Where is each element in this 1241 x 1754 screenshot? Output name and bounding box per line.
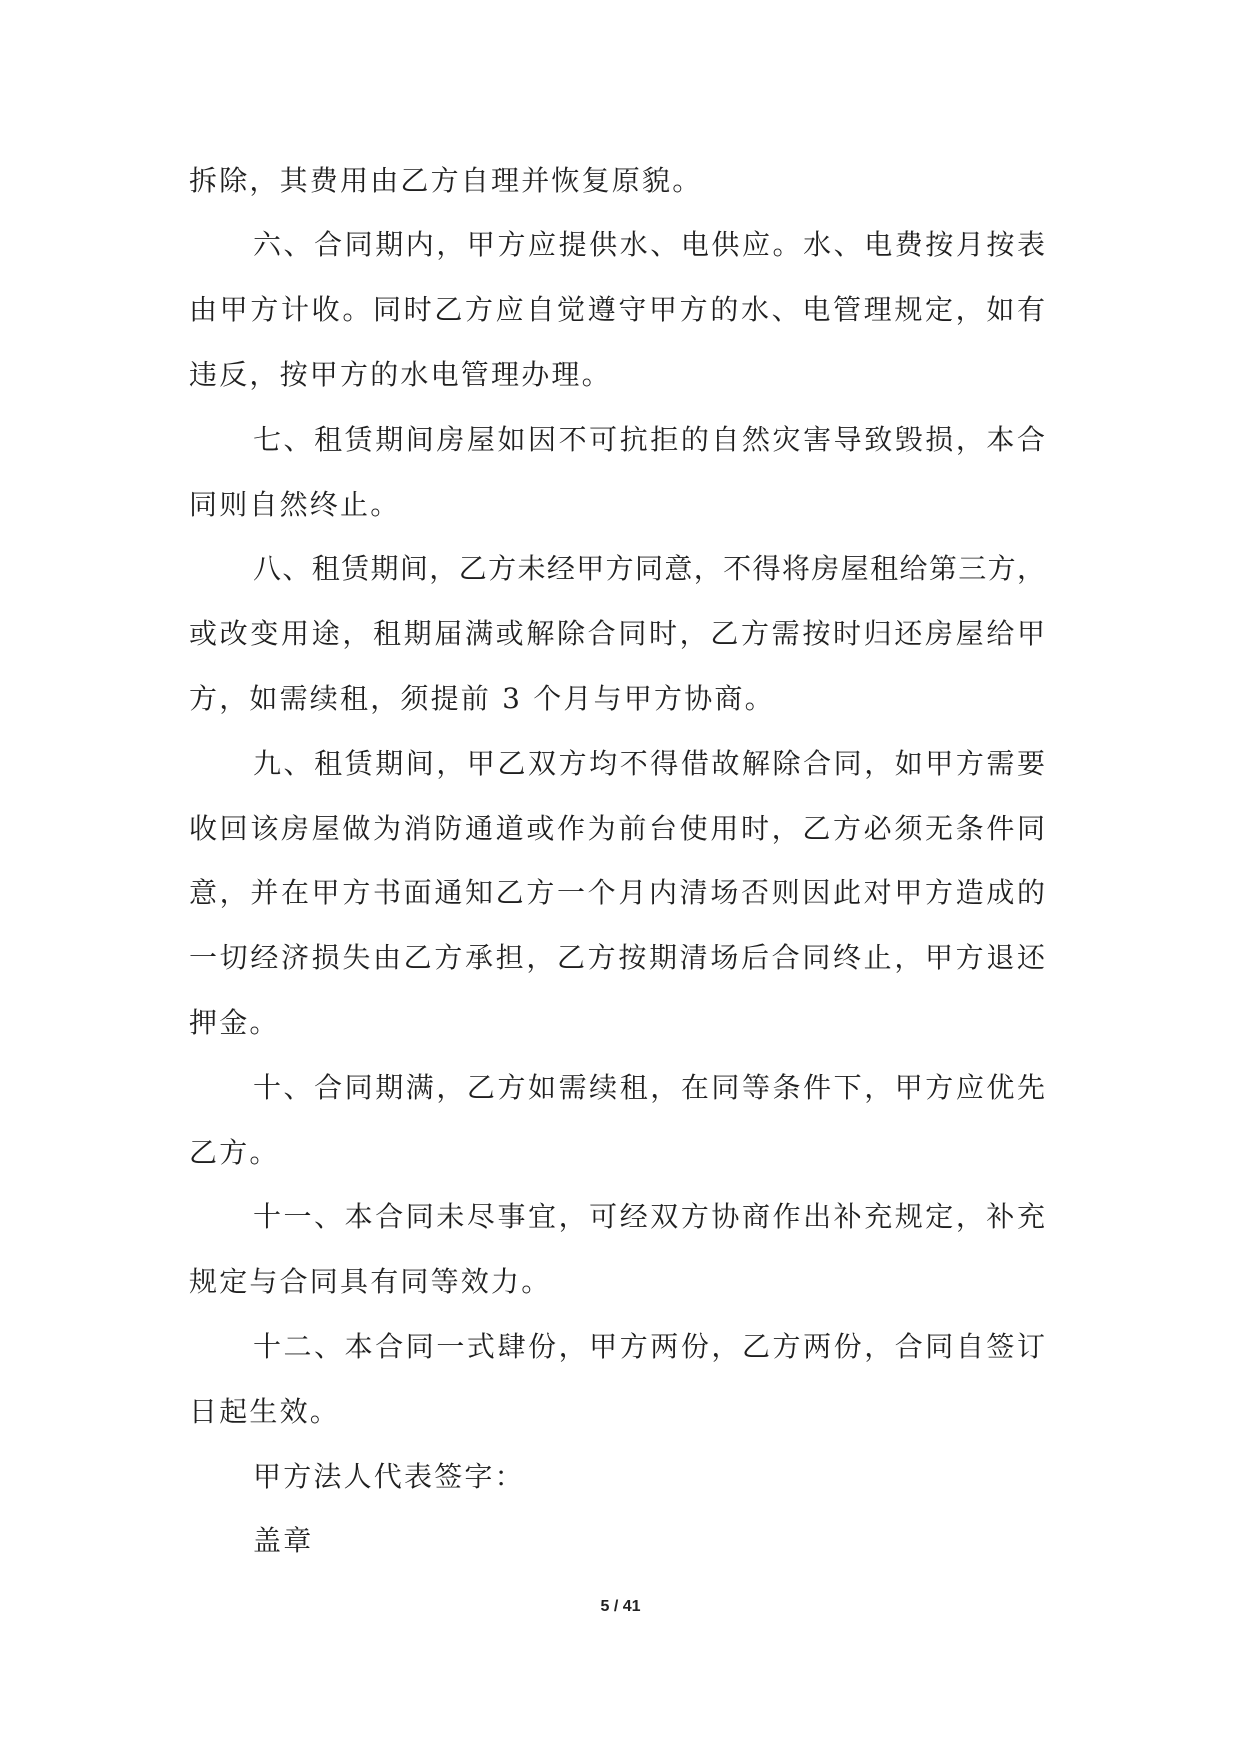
paragraph-line: 或改变用途，租期届满或解除合同时，乙方需按时归还房屋给甲 [189, 617, 1045, 651]
paragraph-continuation [189, 149, 1045, 214]
paragraph-line: 日起生效。 [189, 1394, 341, 1428]
paragraph-line: 押金。 [189, 1005, 280, 1039]
clause-9-early-termination [189, 732, 1045, 1056]
paragraph-line: 八、租赁期间，乙方未经甲方同意，不得将房屋租给第三方， [253, 552, 1045, 586]
clause-8-subletting [189, 537, 1045, 731]
clause-7-force-majeure [189, 408, 1045, 538]
paragraph-line: 收回该房屋做为消防通道或作为前台使用时，乙方必须无条件同 [189, 811, 1045, 845]
paragraph-line: 规定与合同具有同等效力。 [189, 1265, 552, 1299]
paragraph-line: 九、租赁期间，甲乙双方均不得借故解除合同，如甲方需要 [253, 746, 1045, 780]
paragraph-line: 一切经济损失由乙方承担，乙方按期清场后合同终止，甲方退还 [189, 941, 1045, 975]
seal-label: 盖章 [253, 1524, 314, 1558]
paragraph-line: 六、合同期内，甲方应提供水、电供应。水、电费按月按表 [253, 228, 1045, 262]
signature-party-a [189, 1445, 1045, 1510]
paragraph-line: 违反，按甲方的水电管理办理。 [189, 357, 612, 391]
signature-label: 甲方法人代表签字： [253, 1459, 525, 1493]
paragraph-line: 十一、本合同未尽事宜，可经双方协商作出补充规定，补充 [253, 1200, 1045, 1234]
paragraph-line: 十二、本合同一式肆份，甲方两份，乙方两份，合同自签订 [253, 1329, 1045, 1363]
paragraph-line: 乙方。 [189, 1135, 280, 1169]
contract-body [189, 149, 1045, 1575]
paragraph-line: 意，并在甲方书面通知乙方一个月内清场否则因此对甲方造成的 [189, 876, 1045, 910]
paragraph-line: 十、合同期满，乙方如需续租，在同等条件下，甲方应优先 [253, 1070, 1045, 1104]
clause-11-supplementary-terms [189, 1185, 1045, 1315]
paragraph-line: 拆除，其费用由乙方自理并恢复原貌。 [189, 163, 703, 197]
clause-12-copies-effective-date [189, 1315, 1045, 1445]
paragraph-line: 方，如需续租，须提前 3 个月与甲方协商。 [189, 681, 775, 715]
clause-10-renewal-priority [189, 1056, 1045, 1186]
clause-6-utilities [189, 213, 1045, 407]
seal-section [189, 1509, 1045, 1574]
paragraph-line: 七、租赁期间房屋如因不可抗拒的自然灾害导致毁损，本合 [253, 422, 1045, 456]
paragraph-line: 由甲方计收。同时乙方应自觉遵守甲方的水、电管理规定，如有 [189, 293, 1045, 327]
page-number: 5 / 41 [600, 1598, 641, 1615]
paragraph-line: 同则自然终止。 [189, 487, 401, 521]
